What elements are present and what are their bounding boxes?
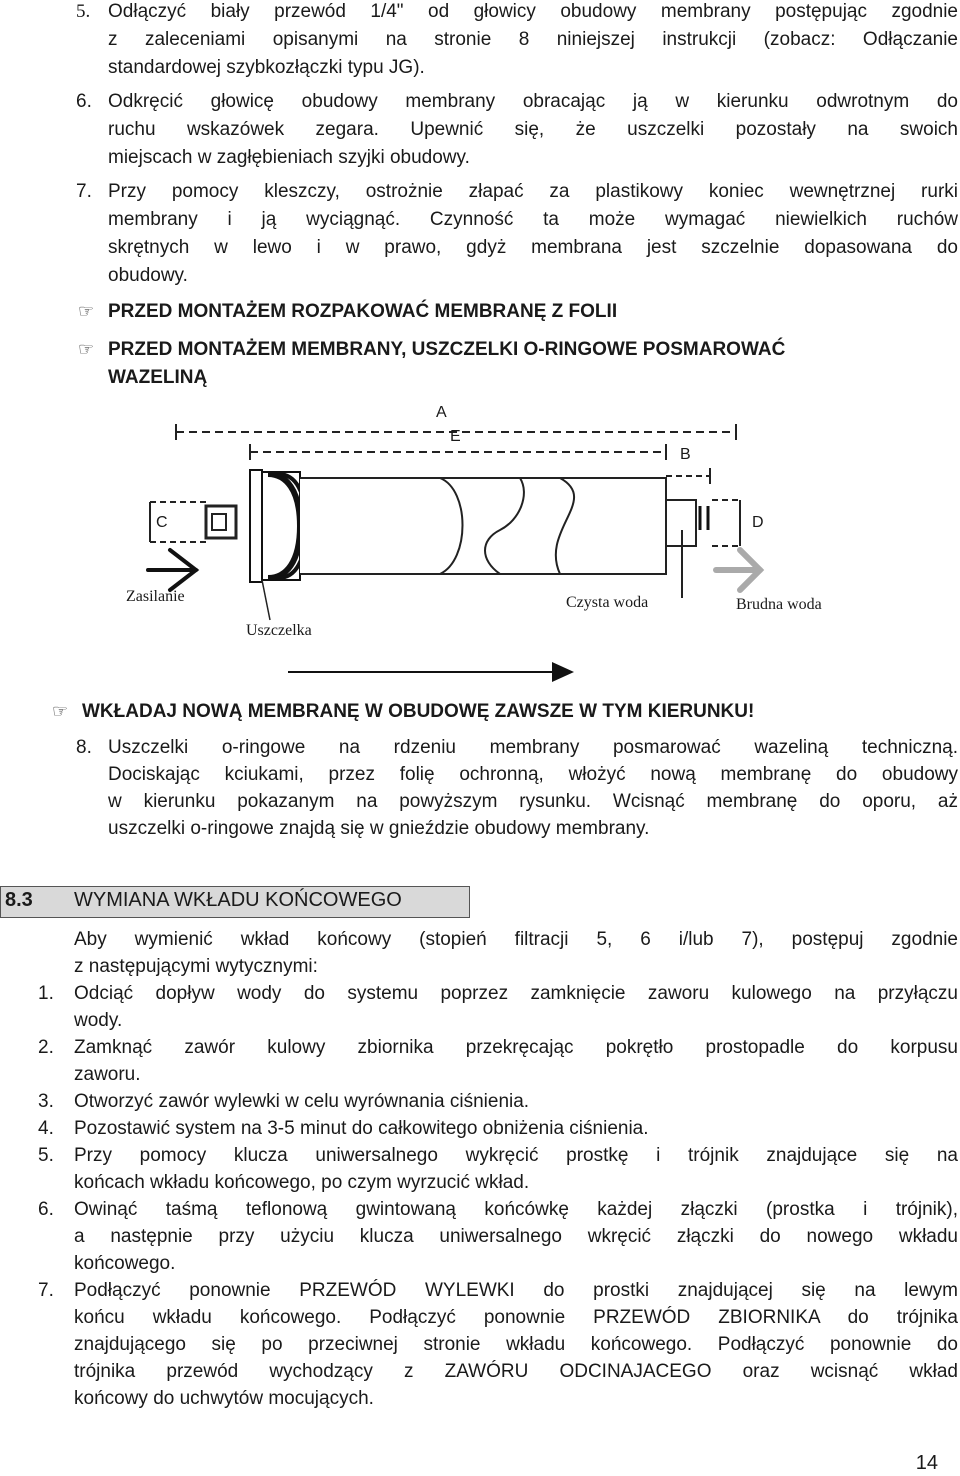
item-text-line: Przy pomocy kleszczy, ostrożnie złapać za plastikowy koniec wewnętrznej rurki bbox=[108, 181, 958, 202]
page-number: 14 bbox=[915, 1452, 938, 1474]
step-text-line: zaworu. bbox=[74, 1064, 141, 1085]
step-number: 7. bbox=[38, 1280, 54, 1301]
step-text-line: trójnika przewód wychodzący z ZAWÓRU ODCINAJACEGO oraz wcisnąć wkład bbox=[74, 1361, 958, 1382]
item-text-line: Odkręcić głowicę obudowy membrany obracając ją w kierunku odwrotnym do bbox=[108, 91, 958, 112]
hand-icon: ☞ bbox=[78, 339, 95, 360]
dimension-d bbox=[712, 500, 740, 546]
item-text-line: obudowy. bbox=[108, 265, 188, 286]
step-text-line: końcowego. bbox=[74, 1253, 176, 1274]
step-text-line: końcowy do uchwytów mocujących. bbox=[74, 1388, 374, 1409]
dimension-e bbox=[250, 444, 666, 460]
caption-zasilanie: Zasilanie bbox=[126, 588, 185, 605]
item-text-line: uszczelki o-ringowe znajdą się w gnieździe obudowy membrany. bbox=[108, 818, 650, 839]
item-text-line: standardowej szybkozłączki typu JG). bbox=[108, 57, 425, 78]
section-title: WYMIANA WKŁADU KOŃCOWEGO bbox=[74, 889, 402, 911]
note-text: WAZELINĄ bbox=[108, 367, 208, 388]
item-text-line: membrany i ją wyciągnąć. Czynność ta może wymagać niewielkich ruchów bbox=[108, 209, 958, 230]
label-a: A bbox=[436, 404, 447, 421]
step-text-line: końcu wkładu końcowego. Podłączyć ponownie PRZEWÓD ZBIORNIKA do trójnika bbox=[74, 1307, 958, 1328]
step-text-line: końcach wkładu końcowego, po czym wyrzucić wkład. bbox=[74, 1172, 530, 1193]
step-number: 4. bbox=[38, 1118, 54, 1139]
step-text-line: Przy pomocy klucza uniwersalnego wykręcić prostkę i trójnik znajdujące się na bbox=[74, 1145, 958, 1166]
intro-line: Aby wymienić wkład końcowy (stopień filtracji 5, 6 i/lub 7), postępuj zgodnie bbox=[74, 929, 958, 950]
item-number: 6. bbox=[76, 91, 92, 112]
step-number: 5. bbox=[38, 1145, 54, 1166]
label-d: D bbox=[752, 514, 764, 531]
note-text: PRZED MONTAŻEM ROZPAKOWAĆ MEMBRANĘ Z FOLII bbox=[108, 301, 618, 322]
step-text-line: Pozostawić system na 3-5 minut do całkowitego obniżenia ciśnienia. bbox=[74, 1118, 649, 1139]
caption-czysta-woda: Czysta woda bbox=[566, 594, 649, 611]
section-heading bbox=[0, 886, 470, 918]
insert-direction-arrow bbox=[288, 662, 574, 682]
step-number: 2. bbox=[38, 1037, 54, 1058]
step-text-line: Odciąć dopływ wody do systemu poprzez zamknięcie zaworu kulowego na przyłączu bbox=[74, 983, 958, 1004]
dimension-b bbox=[666, 468, 710, 484]
step-number: 1. bbox=[38, 983, 54, 1004]
step-text-line: a następnie przy użyciu klucza uniwersalnego wkręcić złączki do nowego wkładu bbox=[74, 1226, 958, 1247]
membrane-diagram bbox=[0, 400, 960, 700]
item-text-line: skrętnych w lewo i w prawo, gdyż membrana jest szczelnie dopasowana do bbox=[108, 237, 958, 258]
section-number: 8.3 bbox=[5, 889, 33, 911]
item-text-line: z zaleceniami opisanymi na stronie 8 niniejszej instrukcji (zobacz: Odłączanie bbox=[108, 29, 958, 50]
label-c: C bbox=[156, 514, 168, 531]
membrane-body bbox=[300, 478, 666, 574]
hand-icon: ☞ bbox=[52, 701, 69, 722]
label-e: E bbox=[450, 428, 461, 445]
item-text-line: Dociskając kciukami, przez folię ochronną, włożyć nową membranę do obudowy bbox=[108, 764, 958, 785]
step-text-line: Otworzyć zawór wylewki w celu wyrównania ciśnienia. bbox=[74, 1091, 530, 1112]
step-text-line: Zamknąć zawór kulowy zbiornika przekręcając pokrętło prostopadle do korpusu bbox=[74, 1037, 958, 1058]
feed-arrow-icon bbox=[148, 550, 196, 590]
item-number: 8. bbox=[76, 737, 92, 758]
item-number: 7. bbox=[76, 181, 92, 202]
label-b: B bbox=[680, 446, 691, 463]
step-number: 3. bbox=[38, 1091, 54, 1112]
caption-brudna-woda: Brudna woda bbox=[736, 596, 822, 613]
item-text-line: w kierunku pokazanym na powyższym rysunku. Wcisnąć membranę do oporu, aż bbox=[108, 791, 958, 812]
item-text-line: Odłączyć biały przewód 1/4" od głowicy obudowy membrany postępując zgodnie bbox=[108, 1, 958, 22]
step-text-line: Owinąć taśmą teflonową gwintowaną końcówkę każdej złączki (prostka i trójnik), bbox=[74, 1199, 958, 1220]
item-number: 5. bbox=[76, 1, 91, 22]
step-text-line: znajdującego się po przeciwnej stronie wkładu końcowego. Podłączyć ponownie do bbox=[74, 1334, 958, 1355]
brine-arrow-icon bbox=[716, 550, 760, 590]
item-text-line: miejscach w zagłębieniach szyjki obudowy. bbox=[108, 147, 470, 168]
step-text-line: Podłączyć ponownie PRZEWÓD WYLEWKI do prostki znajdującej się na lewym bbox=[74, 1280, 958, 1301]
step-text-line: wody. bbox=[74, 1010, 123, 1031]
direction-note: WKŁADAJ NOWĄ MEMBRANĘ W OBUDOWĘ ZAWSZE W TYM KIERUNKU! bbox=[82, 701, 755, 722]
item-text-line: ruchu wskazówek zegara. Upewnić się, że uszczelki pozostały na swoich bbox=[108, 119, 958, 140]
note-text: PRZED MONTAŻEM MEMBRANY, USZCZELKI O-RINGOWE POSMAROWAĆ bbox=[108, 339, 786, 360]
item-text-line: Uszczelki o-ringowe na rdzeniu membrany posmarować wazeliną techniczną. bbox=[108, 737, 958, 758]
hand-icon: ☞ bbox=[78, 301, 95, 322]
step-number: 6. bbox=[38, 1199, 54, 1220]
intro-line: z następującymi wytycznymi: bbox=[74, 956, 318, 977]
caption-uszczelka: Uszczelka bbox=[246, 622, 312, 639]
brine-seal bbox=[250, 470, 306, 582]
